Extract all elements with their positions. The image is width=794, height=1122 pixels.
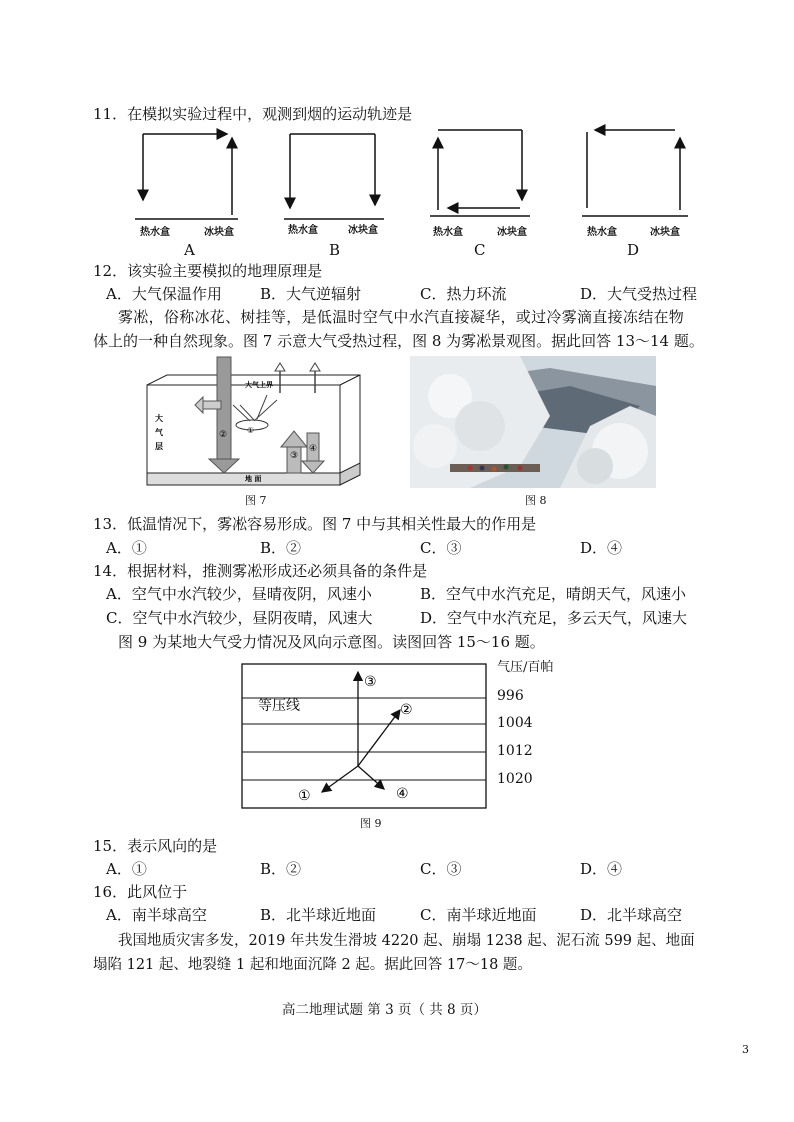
q16-option-a: A．南半球高空 [106,906,207,924]
intro13-line1: 雾凇，俗称冰花、树挂等，是低温时空气中水汽直接凝华，或过冷雾滴直接冻结在物 [118,308,685,326]
fig9-pressure-996: 996 [497,688,524,704]
q11-option-c: C [474,241,486,259]
q11-stem: 11．在模拟实验过程中，观测到烟的运动轨迹是 [93,105,413,123]
q15-option-a: A．① [106,860,147,878]
fig7-marker-1: ① [247,426,255,435]
intro17-line1: 我国地质灾害多发，2019 年共发生滑坡 4220 起、崩塌 1238 起、泥石流 599 起、地面 [118,933,695,949]
fig7-layer-label-1: 大 [155,414,163,423]
q11-option-d-diagram [582,130,688,216]
fig9-isobar-label: 等压线 [258,698,300,714]
q11-d-hot-label: 热水盒 [587,227,617,238]
q14-option-d: D．空气中水汽充足，多云天气，风速大 [420,609,688,627]
q13-option-d: D．④ [580,539,623,557]
fig9-pressure-1012: 1012 [497,743,533,759]
fig8-caption: 图 8 [525,494,547,507]
fig7-upper-label: 大气上界 [245,381,273,389]
fig7-layer-label-2: 气 [155,428,163,437]
q11-b-ice-label: 冰块盒 [348,225,378,236]
q14-option-a: A．空气中水汽较少，昼晴夜阴，风速小 [106,585,372,603]
fig7-caption: 图 7 [245,494,267,507]
q15-option-c: C．③ [420,860,462,878]
footer-text: 高二地理试题 第 3 页（ 共 8 页） [282,1002,487,1018]
q11-diagrams [0,120,794,280]
fig9-pressure-title: 气压/百帕 [497,660,554,675]
q11-d-ice-label: 冰块盒 [650,227,680,238]
q11-option-d: D [627,241,640,259]
q14-option-c: C．空气中水汽较少，昼阴夜晴，风速大 [106,609,373,627]
q12-option-d: D．大气受热过程 [580,285,698,303]
fig9-caption: 图 9 [360,817,382,830]
q14-stem: 14．根据材料，推测雾凇形成还必须具备的条件是 [93,562,428,580]
fig7-marker-3: ③ [290,451,299,461]
q13-stem: 13．低温情况下，雾凇容易形成。图 7 中与其相关性最大的作用是 [93,515,537,533]
q13-option-b: B．② [260,539,302,557]
intro15-line1: 图 9 为某地大气受力情况及风向示意图。读图回答 15～16 题。 [118,633,545,651]
q15-option-d: D．④ [580,860,623,878]
q11-option-a-diagram [135,134,238,219]
fig7-layer-label-3: 层 [155,442,163,451]
fig9-marker-2: ② [400,702,413,718]
q11-b-hot-label: 热水盒 [288,225,318,236]
fig9-pressure-1004: 1004 [497,715,533,731]
fig9-marker-3: ③ [364,674,377,690]
q11-c-ice-label: 冰块盒 [497,227,527,238]
fig7-marker-4: ④ [309,444,318,454]
q14-option-b: B．空气中水汽充足，晴朗天气，风速小 [420,585,687,603]
fig7-ground-label: 地 面 [245,475,262,483]
q12-stem: 12．该实验主要模拟的地理原理是 [93,262,323,280]
q11-a-hot-label: 热水盒 [140,227,170,238]
fig7-diagram [145,355,365,490]
fig8-photo [410,356,656,488]
q15-option-b: B．② [260,860,302,878]
q16-option-d: D．北半球高空 [580,906,683,924]
q12-option-b: B．大气逆辐射 [260,285,362,303]
q13-option-a: A．① [106,539,147,557]
q12-option-a: A．大气保温作用 [106,285,222,303]
q11-option-b: B [329,241,341,259]
q11-c-hot-label: 热水盒 [433,227,463,238]
fig9-marker-1: ① [298,788,311,804]
q16-stem: 16．此风位于 [93,883,188,901]
fig9-marker-4: ④ [396,786,409,802]
q13-option-c: C．③ [420,539,462,557]
q11-a-ice-label: 冰块盒 [204,227,234,238]
fig9-diagram [240,662,490,812]
q12-option-c: C．热力环流 [420,285,507,303]
intro13-line2: 体上的一种自然现象。图 7 示意大气受热过程，图 8 为雾凇景观图。据此回答 13～14 题。 [93,332,704,350]
q16-option-c: C．南半球近地面 [420,906,537,924]
q15-stem: 15．表示风向的是 [93,837,218,855]
q11-option-c-diagram [430,130,530,216]
page-number: 3 [742,1043,749,1056]
fig7-marker-2: ② [219,430,228,440]
fig9-pressure-1020: 1020 [497,771,533,787]
q16-option-b: B．北半球近地面 [260,906,377,924]
intro17-line2: 塌陷 121 起、地裂缝 1 起和地面沉降 2 起。据此回答 17～18 题。 [93,957,532,973]
q11-option-b-diagram [284,134,384,219]
q11-option-a: A [184,241,195,259]
